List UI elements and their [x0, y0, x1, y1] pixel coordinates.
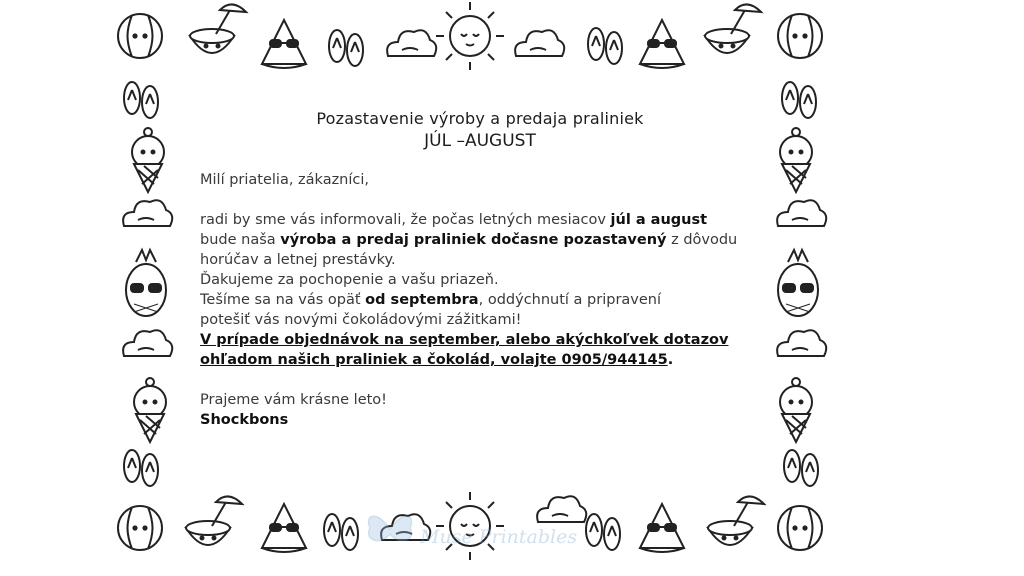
paragraph-info: radi by sme vás informovali, že počas letných mesiacov júl a august bude naša výroba a predaj praliniek dočasne pozastavený z dôvodu horúčav a letnej prestávky.	[200, 212, 738, 268]
paragraph-september: Tešíme sa na vás opäť od septembra, oddýchnutí a pripravení potešiť vás novými čokoládovými zážitkami!	[200, 292, 662, 328]
butterfly-icon	[360, 506, 420, 554]
closing-line: Prajeme vám krásne leto!	[200, 392, 387, 408]
paragraph-contact: V prípade objednávok na september, alebo akýchkoľvek dotazov ohľadom našich praliniek a čokolád, volajte 0905/944145.	[200, 332, 729, 368]
paragraph-thanks: Ďakujeme za pochopenie a vašu priazeň.	[200, 272, 499, 288]
greeting: Milí priatelia, zákazníci,	[200, 172, 370, 188]
letter-subtitle: JÚL –AUGUST	[424, 131, 536, 151]
watermark-text: Muse Printables	[420, 526, 578, 548]
letter-content	[200, 108, 760, 430]
letter-title: Pozastavenie výroby a predaja praliniek	[316, 109, 644, 128]
watermark	[360, 506, 600, 554]
signature: Shockbons	[200, 412, 289, 428]
